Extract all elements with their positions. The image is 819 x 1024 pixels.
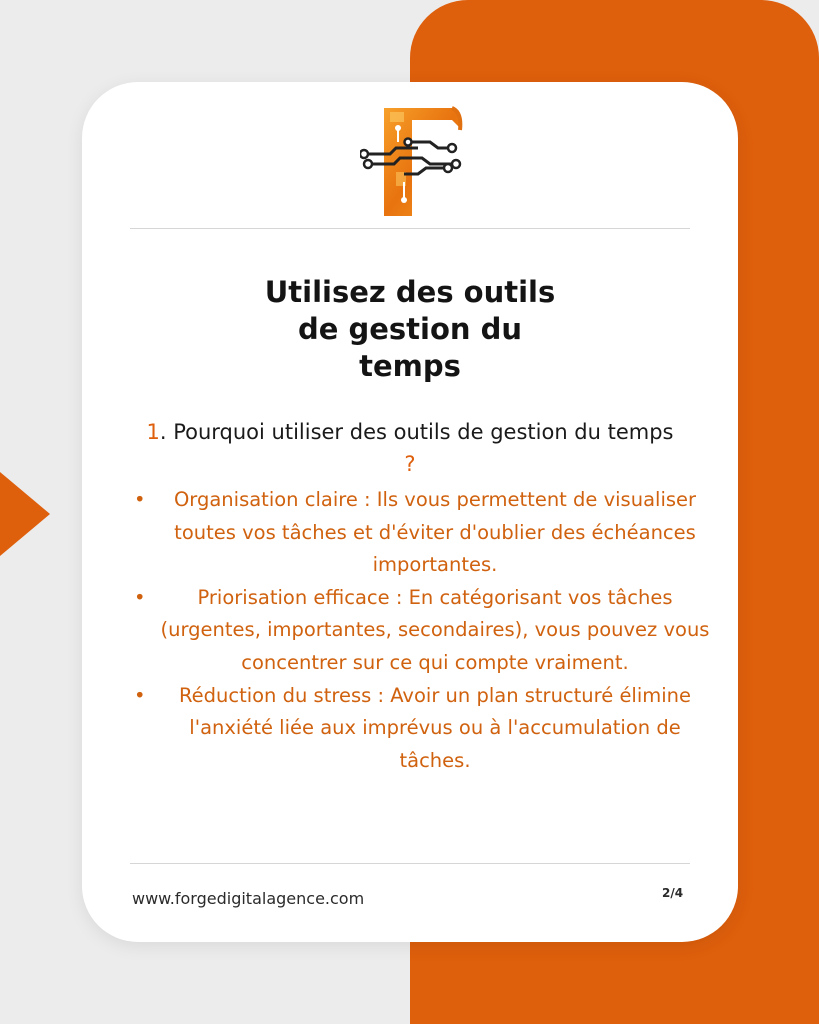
question-heading <box>110 416 710 480</box>
list-item <box>122 484 712 582</box>
content-card <box>82 82 738 942</box>
page-title <box>82 274 738 385</box>
bullet-text: Réduction du stress : Avoir un plan structuré élimine l'anxiété liée aux imprévus ou à l'accumulation de tâches. <box>178 683 692 772</box>
list-item <box>122 582 712 680</box>
bottom-divider <box>130 863 690 864</box>
bullet-symbol: • <box>134 683 146 707</box>
page-indicator: 2/4 <box>662 886 684 900</box>
title-line: Utilisez des outils <box>264 275 556 309</box>
list-item <box>122 680 712 778</box>
bullet-symbol: • <box>134 585 146 609</box>
title-line: temps <box>359 349 461 383</box>
bullet-list <box>122 484 712 777</box>
forge-logo-icon <box>360 102 464 218</box>
question-text: . Pourquoi utiliser des outils de gestion du temps <box>159 420 674 444</box>
question-mark: ? <box>404 452 416 476</box>
question-number: 1 <box>146 420 160 444</box>
title-line: de gestion du <box>297 312 523 346</box>
bullet-text: Priorisation efficace : En catégorisant vos tâches (urgentes, importantes, secondaires), vous pouvez vous concentrer sur ce qui compte vraiment. <box>160 585 710 674</box>
website-link[interactable]: www.forgedigitalagence.com <box>132 889 365 908</box>
bullet-symbol: • <box>134 488 146 511</box>
top-divider <box>130 228 690 229</box>
arrow-right-icon <box>0 472 50 556</box>
bullet-text: Organisation claire : Ils vous permettent de visualiser toutes vos tâches et d'éviter d'oublier des échéances importantes. <box>173 488 697 577</box>
